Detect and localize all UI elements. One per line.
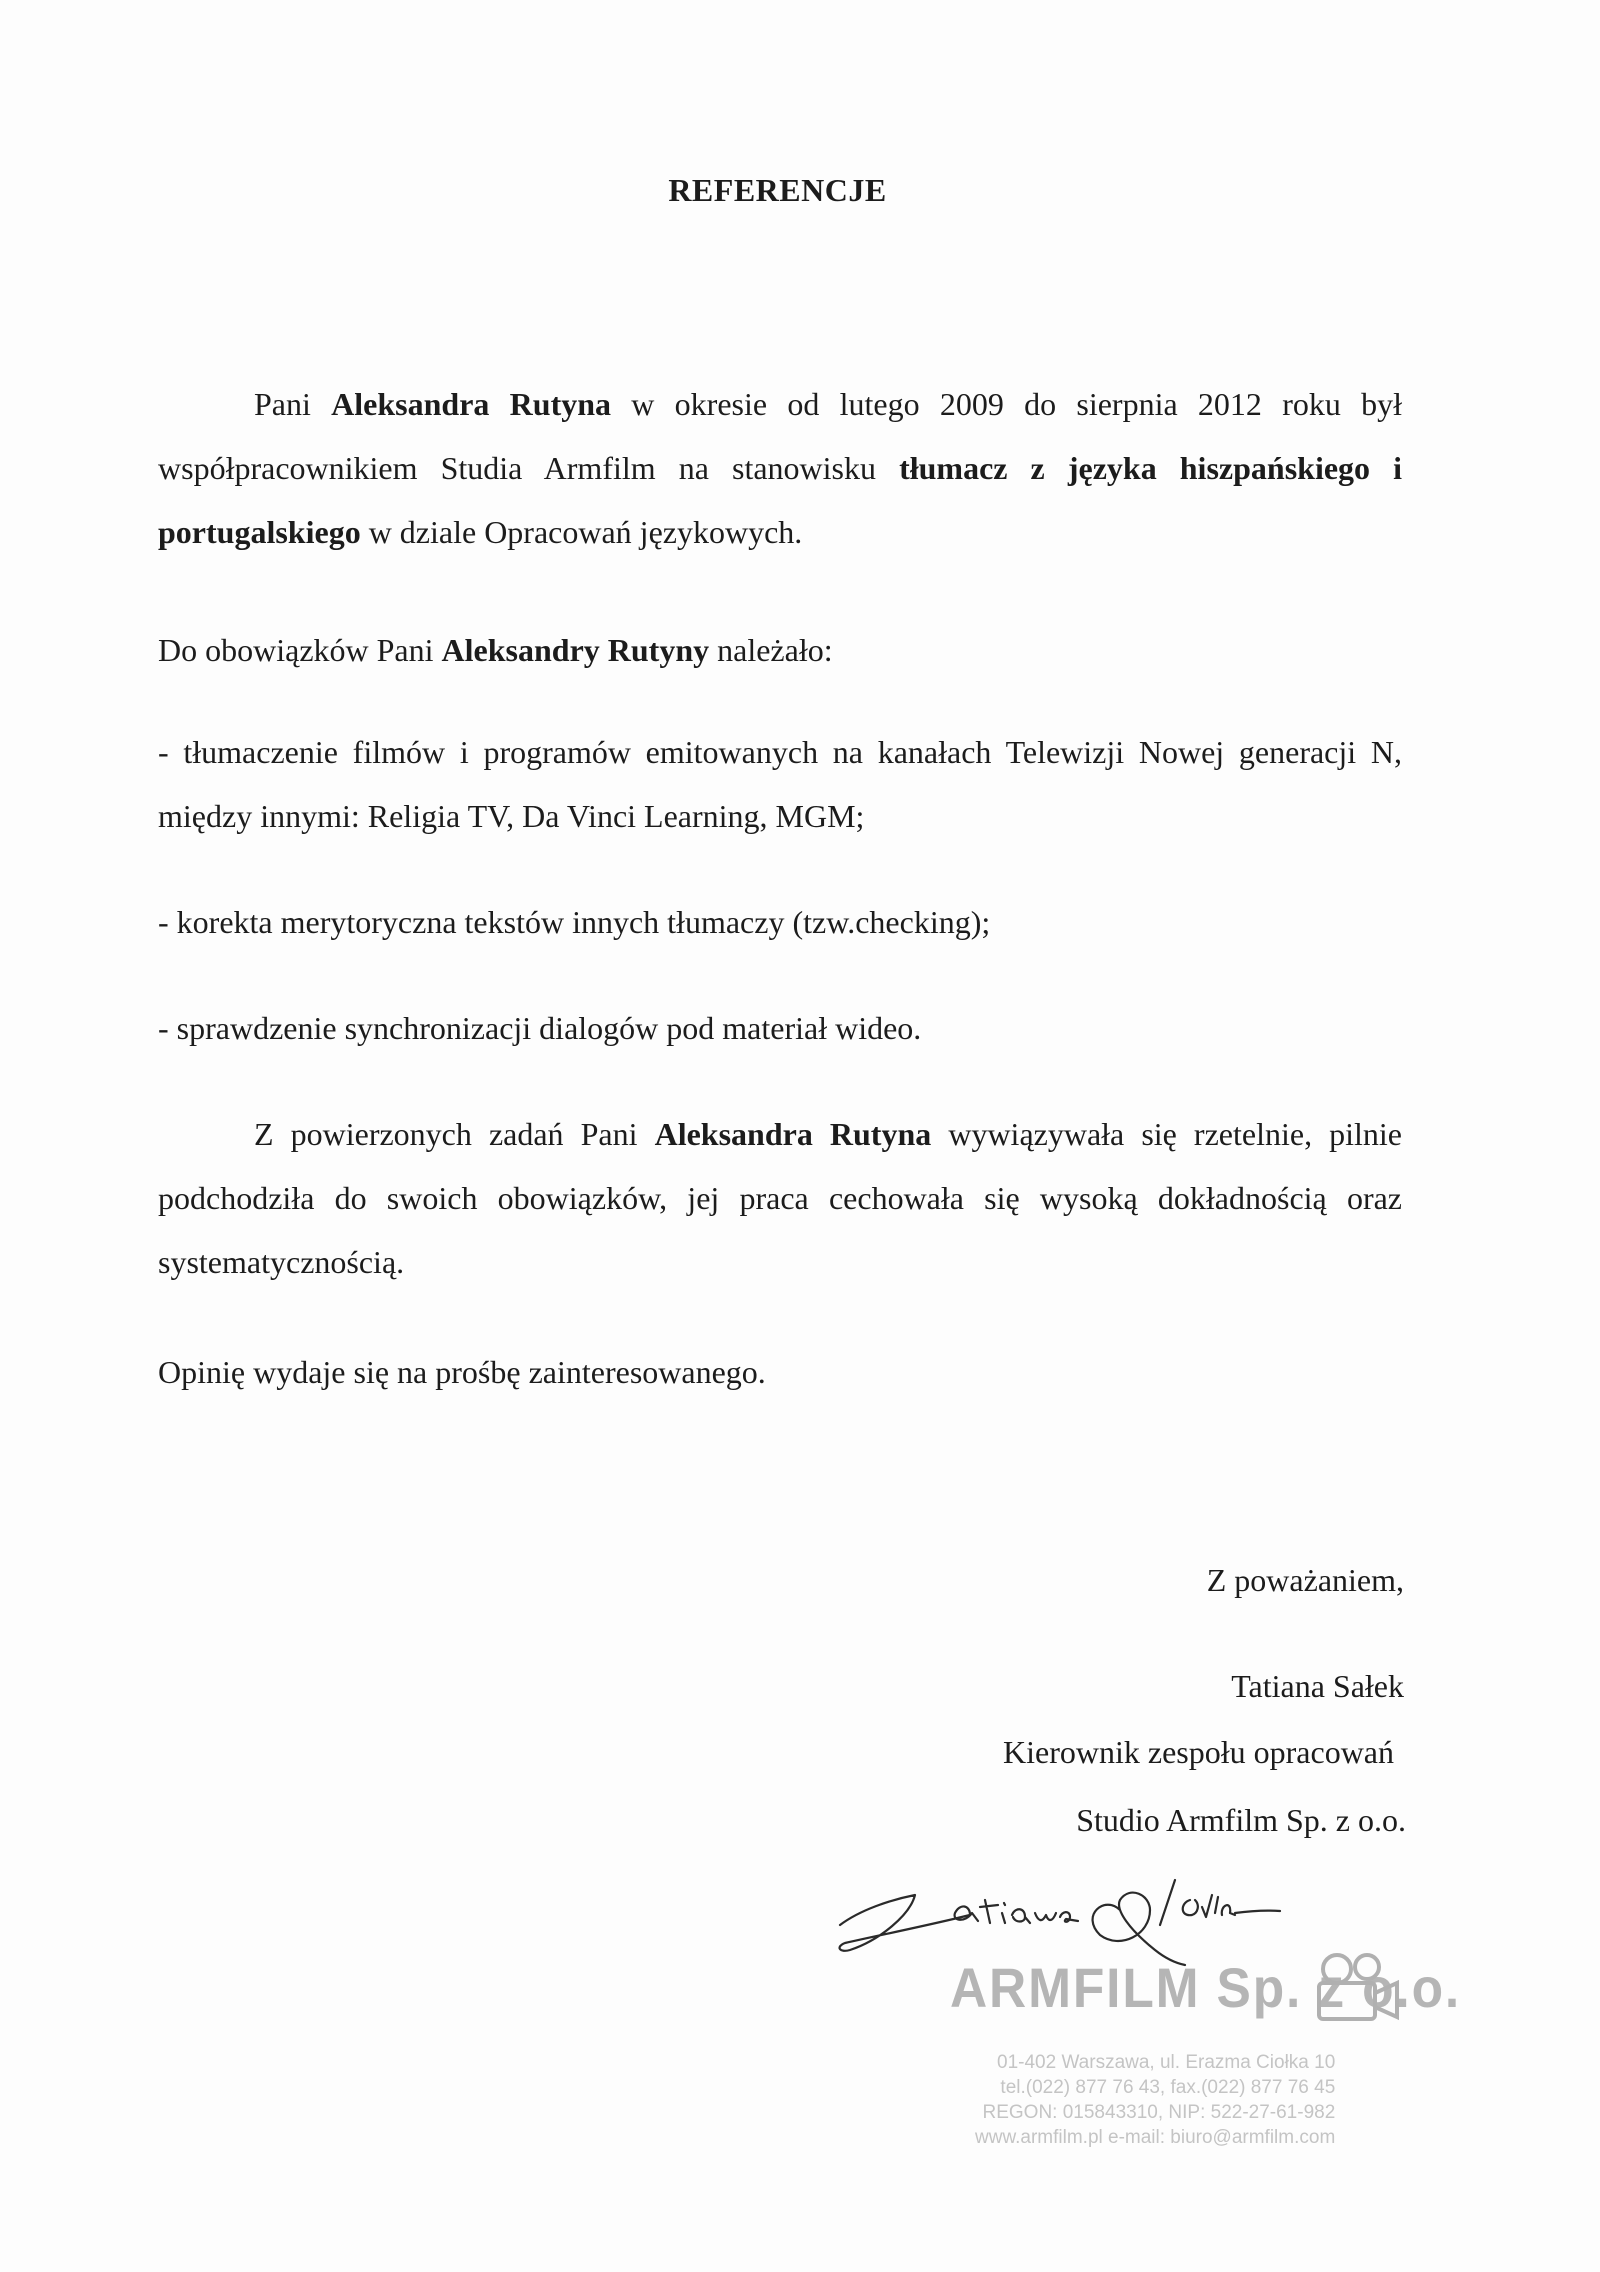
stamp-line: www.armfilm.pl e-mail: biuro@armfilm.com [975, 2127, 1336, 2148]
stamp-company-name: ARMFILM Sp. z o.o. [950, 1956, 1462, 2019]
job-position: tłumacz z języka hiszpańskiego i portugalskiego [158, 450, 1403, 550]
duty-item [158, 890, 1402, 954]
stamp-address-block [975, 2050, 1335, 2150]
duty-item-text: - sprawdzenie synchronizacji dialogów pod materiał wideo. [158, 1010, 922, 1046]
assessment-text-1: Z powierzonych zadań Pani [254, 1116, 655, 1152]
opinion-text: Opinię wydaje się na prośbę zainteresowanego. [158, 1354, 766, 1390]
stamp-line: REGON: 015843310, NIP: 522-27-61-982 [982, 2102, 1336, 2123]
company-stamp [930, 1955, 1462, 2195]
duty-item [158, 996, 1402, 1060]
employee-name-genitive: Aleksandry Rutyny [441, 632, 710, 668]
intro-paragraph [158, 372, 1402, 564]
duties-intro-text-1: Do obowiązków Pani [158, 632, 442, 668]
assessment-text-2: wywiązywała się rzetelnie, pilnie podchodziła do swoich obowiązków, jej praca cechowała się wysoką dokładnością oraz systematycznością. [158, 1116, 1403, 1280]
duty-item-text: - korekta merytoryczna tekstów innych tłumaczy (tzw.checking); [158, 904, 991, 940]
duties-intro-paragraph [158, 618, 1402, 682]
employee-name: Aleksandra Rutyna [331, 386, 612, 422]
signer-name: Tatiana Sałek [1231, 1668, 1404, 1704]
signer-role: Kierownik zespołu opracowań [1003, 1734, 1394, 1770]
stamp-line: tel.(022) 877 76 43, fax.(022) 877 76 45 [1000, 2077, 1336, 2098]
duty-item [158, 720, 1402, 848]
intro-text-3: w dziale Opracowań językowych. [360, 514, 803, 550]
closing-regards: Z poważaniem, [1206, 1562, 1404, 1598]
intro-text-1: Pani [254, 386, 332, 422]
opinion-paragraph [158, 1340, 1402, 1404]
duties-intro-text-2: należało: [709, 632, 833, 668]
stamp-line: 01-402 Warszawa, ul. Erazma Ciołka 10 [997, 2052, 1336, 2073]
employee-name: Aleksandra Rutyna [654, 1116, 932, 1152]
intro-text-2: w okresie od lutego 2009 do sierpnia 2012 roku był współpracownikiem Studia Armfilm na stanowisku [158, 386, 1403, 486]
assessment-paragraph [158, 1102, 1402, 1294]
film-camera-icon [1305, 1947, 1405, 2027]
document-title: REFERENCJE [668, 172, 887, 208]
signer-company: Studio Armfilm Sp. z o.o. [1076, 1802, 1406, 1838]
duty-item-text: - tłumaczenie filmów i programów emitowanych na kanałach Telewizji Nowej generacji N, między innymi: Religia TV, Da Vinci Learning, MGM; [158, 734, 1402, 834]
